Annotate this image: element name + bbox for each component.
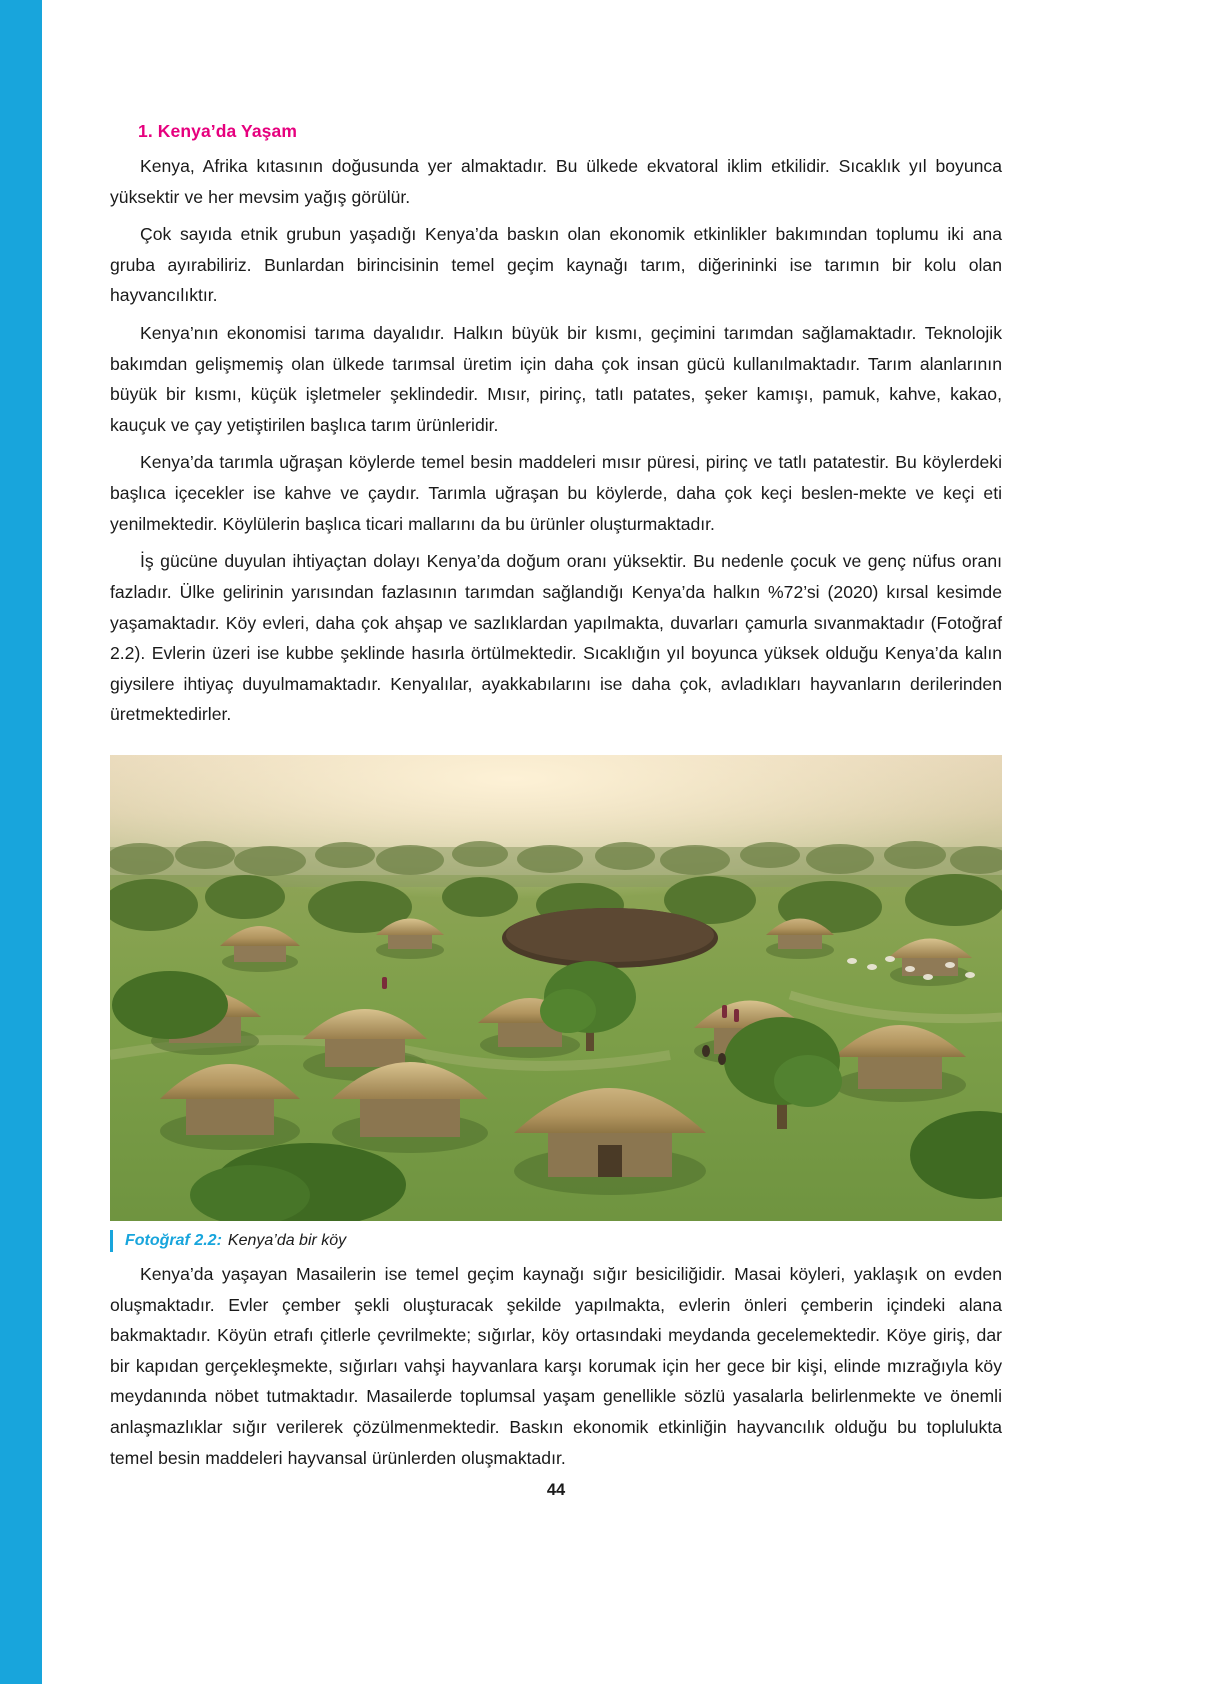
paragraph: İş gücüne duyulan ihtiyaçtan dolayı Kenya’da doğum oranı yüksektir. Bu nedenle çocuk ve genç nüfus oranı fazladır. Ülke gelirinin yarısından fazlasının tarımdan sağlandığı Kenya’da halkın %72’si (2020) kırsal kesimde yaşamaktadır. Köy evleri, daha çok ahşap ve sazlıklardan yapılmakta, duvarları çamurla sıvanmaktadır (Fotoğraf 2.2). Evlerin üzeri ise kubbe şeklinde hasırla örtülmektedir. Sıcaklığın yıl boyunca yüksek olduğu Kenya’da kalın giysilere ihtiyaç duyulmamaktadır. Kenyalılar, ayakkabılarını ise daha çok, avladıkları hayvanların derilerinden üretmektedirler. — [110, 551, 1002, 725]
paragraph: Kenya’da tarımla uğraşan köylerde temel besin maddeleri mısır püresi, pirinç ve tatlı patatestir. Bu köylerdeki başlıca içecekler ise kahve ve çaydır. Tarımla uğraşan bu köylerde, daha çok keçi beslen-mekte ve keçi eti yenilmektedir. Köylülerin başlıca ticari mallarını da bu ürünler oluşturmaktadır. — [110, 452, 1002, 534]
paragraph: Kenya’nın ekonomisi tarıma dayalıdır. Halkın büyük bir kısmı, geçimini tarımdan sağlamaktadır. Teknolojik bakımdan gelişmemiş olan ülkede tarımsal üretim için daha çok insan gücü kullanılmaktadır. Tarım alanlarının büyük bir kısmı, küçük işletmeler şeklindedir. Mısır, pirinç, tatlı patates, şeker kamışı, pamuk, kahve, kakao, kauçuk ve çay yetiştirilen başlıca tarım ürünleridir. — [110, 323, 1002, 435]
page-content — [110, 0, 1002, 1684]
paragraph: Çok sayıda etnik grubun yaşadığı Kenya’da baskın olan ekonomik etkinlikler bakımından toplumu iki ana gruba ayırabiliriz. Bunlardan birincisinin temel geçim kaynağı tarım, diğerininki ise tarımın bir kolu olan hayvancılıktır. — [110, 224, 1002, 306]
paragraph: Kenya, Afrika kıtasının doğusunda yer almaktadır. Bu ülkede ekvatoral iklim etkilidir. Sıcaklık yıl boyunca yüksektir ve her mevsim yağış görülür. — [110, 156, 1002, 207]
section-heading: 1. Kenya’da Yaşam — [138, 121, 297, 141]
page-number: 44 — [546, 1481, 566, 1499]
figure-caption — [110, 1230, 1002, 1252]
figure-caption-text: Kenya’da bir köy — [227, 1231, 347, 1249]
village-photograph-graphic — [110, 755, 1002, 1221]
figure-caption-label: Fotoğraf 2.2: — [125, 1231, 222, 1249]
page-spine-bar — [0, 0, 42, 1684]
paragraph: Kenya’da yaşayan Masailerin ise temel geçim kaynağı sığır besiciliğidir. Masai köyleri, yaklaşık on evden oluşmaktadır. Evler çember şekli oluşturacak şekilde yapılmakta, evlerin önleri çemberin içindeki alana bakmaktadır. Köyün etrafı çitlerle çevrilmekte; sığırlar, köy ortasındaki meydanda gecelemektedir. Köye giriş, dar bir kapıdan gerçekleşmekte, sığırları vahşi hayvanlara karşı korumak için her gece bir kişi, elinde mızrağıyla köy meydanında nöbet tutmaktadır. Masailerde toplumsal yaşam genellikle sözlü yasalarla belirlenmekte ve önemli anlaşmazlıklar sığır verilerek çözülmenmektedir. Baskın ekonomik etkinliğin hayvancılık olduğu bu toplulukta temel besin maddeleri hayvansal ürünlerden oluşmaktadır. — [110, 1263, 1002, 1468]
village-photograph — [110, 755, 1002, 1221]
figure-photo-2-2 — [110, 755, 1002, 1252]
